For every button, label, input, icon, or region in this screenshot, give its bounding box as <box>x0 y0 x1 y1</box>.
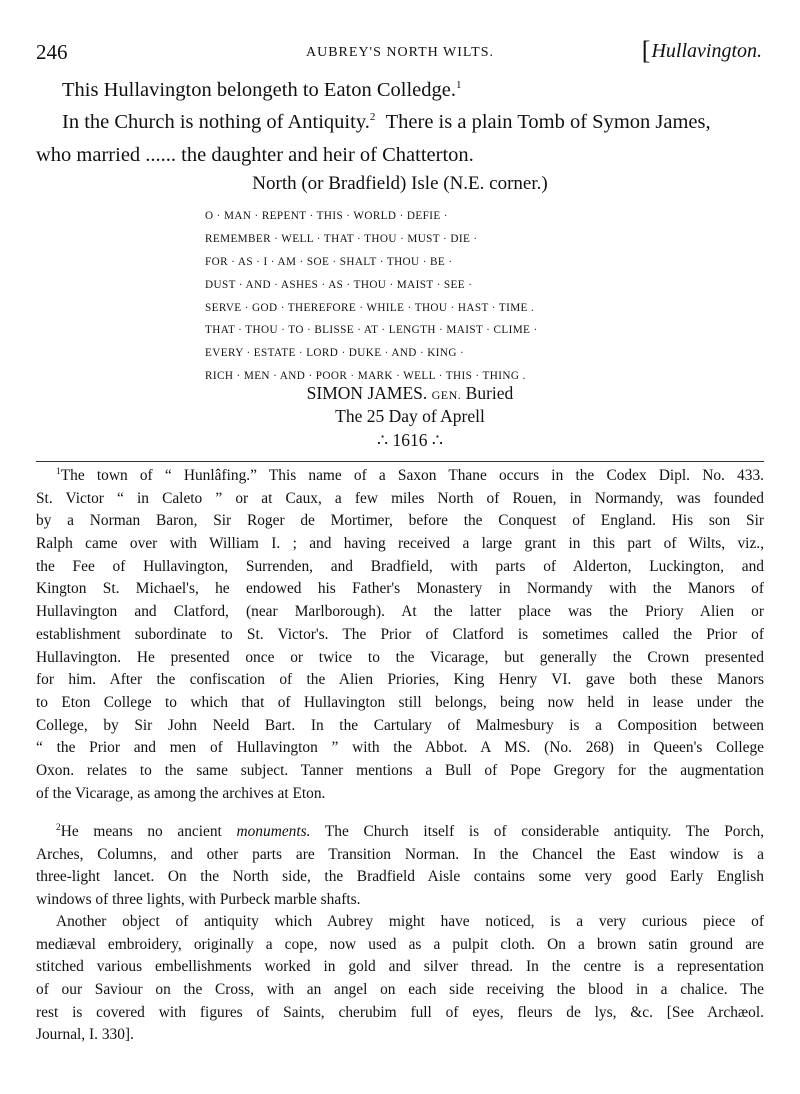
tomb-inscription <box>205 205 605 388</box>
footnote-ref-2[interactable]: 2 <box>369 111 376 123</box>
footnote-line: Another object of antiquity which Aubrey might have noticed, is a very curious piece of <box>56 913 764 930</box>
footnote-2 <box>36 821 764 912</box>
footnote-2-continued <box>36 911 764 1047</box>
tomb-name-line <box>0 383 800 404</box>
footnote-line <box>36 465 764 488</box>
tomb-year: ∴ 1616 ∴ <box>376 430 444 450</box>
footnote-line <box>36 821 764 844</box>
footnote-line: College, by Sir John Neeld Bart. In the Cartulary of Malmesbury is a Composition between <box>36 716 764 734</box>
section-title: Hullavington. <box>651 40 762 62</box>
footnote-line: Arches, Columns, and other parts are Transition Norman. In the Chancel the East window is a <box>36 845 764 863</box>
page-number: 246 <box>36 40 68 64</box>
footnote-line: stitched various embellishments worked in gold and silver thread. In the centre is a representation <box>36 958 764 976</box>
footnote-line: by a Norman Baron, Sir Roger de Mortimer, before the Conquest of England. His son Sir <box>36 512 764 530</box>
main-text: This Hullavington belongeth to Eaton Colledge. <box>62 79 456 101</box>
footnote-text: He means no ancient <box>60 823 237 840</box>
inscription-line: RICH · MEN · AND · POOR · MARK · WELL · THIS · THING . <box>205 370 526 383</box>
footnote-divider <box>36 461 764 462</box>
tomb-title: GEN. <box>431 388 462 402</box>
inscription-line: EVERY · ESTATE · LORD · DUKE · AND · KING · <box>205 347 465 360</box>
footnote-mark-2: 2 <box>56 823 61 833</box>
inscription-line: DUST · AND · ASHES · AS · THOU · MAIST · SEE · <box>205 278 473 291</box>
section-bracket: [ <box>641 36 651 65</box>
inscription-line: O · MAN · REPENT · THIS · WORLD · DEFIE · <box>205 210 448 222</box>
footnote-line: of the Vicarage, as among the archives at Eton. <box>36 784 326 802</box>
footnote-line: Kington St. Michael's, he endowed his Father's Monastery in Normandy with the Manors of <box>36 580 764 598</box>
section-heading <box>641 36 762 66</box>
tomb-location: North (or Bradfield) Isle (N.E. corner.) <box>252 173 548 194</box>
footnote-ref-1[interactable]: 1 <box>456 79 462 91</box>
footnote-line: Oxon. relates to the same subject. Tanner mentions a Bull of Pope Gregory for the augmentation <box>36 761 764 779</box>
footnote-text: The Church itself is of considerable antiquity. The Porch, <box>310 823 764 840</box>
inscription-line: SERVE · GOD · THEREFORE · WHILE · THOU · HAST · TIME . <box>205 301 535 314</box>
main-text-line-3: who married ...... the daughter and heir of Chatterton. <box>36 144 474 166</box>
footnote-line: Hullavington. He presented once or twice to the Vicarage, but generally the Crown presented <box>36 648 764 666</box>
footnote-emphasis: monuments. <box>236 823 311 840</box>
footnote-line: of our Saviour on the Cross, with an angel on each side receiving the blood in a chalice. The <box>36 981 764 999</box>
tomb-date: The 25 Day of Aprell <box>335 406 485 426</box>
running-title: AUBREY'S NORTH WILTS. <box>306 45 494 60</box>
footnote-line: mediæval embroidery, originally a cope, now used as a pulpit cloth. On a brown satin ground are <box>36 935 764 953</box>
footnote-1 <box>36 465 764 805</box>
footnote-line: Journal, I. 330]. <box>36 1026 134 1044</box>
footnote-line: “ the Prior and men of Hullavington ” with the Abbot. A MS. (No. 268) in Queen's College <box>36 739 764 757</box>
main-text: There is a plain Tomb of Symon James, <box>385 111 711 133</box>
tomb-buried: Buried <box>465 383 514 403</box>
footnote-mark-1: 1 <box>56 467 61 477</box>
footnote-line: the Fee of Hullavington, Surrenden, and Bradfield, with parts of Alderton, Luckington, and <box>36 557 764 575</box>
inscription-line: THAT · THOU · TO · BLISSE · AT · LENGTH · MAIST · CLIME · <box>205 324 538 337</box>
inscription-line: REMEMBER · WELL · THAT · THOU · MUST · DIE · <box>205 232 478 245</box>
footnote-line: St. Victor “ in Caleto ” or at Caux, a few miles North of Rouen, in Normandy, was founded <box>36 489 764 507</box>
tomb-name: SIMON JAMES. <box>306 383 428 403</box>
inscription-line: FOR · AS · I · AM · SOE · SHALT · THOU · BE · <box>205 255 453 268</box>
footnote-line: to Eton College to which that of Hullavington still belongs, being now held in lease under the <box>36 693 764 711</box>
footnote-line: establishment subordinate to St. Victor's. The Prior of Clatford is sometimes called the Prior of <box>36 625 764 643</box>
main-text-line-2 <box>36 106 790 138</box>
footnote-line: for him. After the confiscation of the Alien Priories, King Henry VI. gave both these Manors <box>36 671 764 689</box>
footnote-line: windows of three lights, with Purbeck marble shafts. <box>36 891 361 909</box>
footnote-line: Hullavington and Clatford, (near Marlborough). At the latter place was the Priory Alien or <box>36 603 764 621</box>
footnote-line: rest is covered with figures of Saints, cherubim full of eyes, fleurs de lys, &c. [See Archæol. <box>36 1003 764 1021</box>
main-text-line-1 <box>36 74 790 106</box>
footnote-line: three-light lancet. On the North side, the Bradfield Aisle contains some very good Early English <box>36 868 764 886</box>
footnote-text: The town of “ Hunlâfing.” This name of a Saxon Thane occurs in the Codex Dipl. No. 433. <box>60 467 764 484</box>
main-text: In the Church is nothing of Antiquity. <box>62 111 370 133</box>
footnote-line: Ralph came over with William I. ; and having received a large grant in this part of Wilts, viz., <box>36 535 764 553</box>
